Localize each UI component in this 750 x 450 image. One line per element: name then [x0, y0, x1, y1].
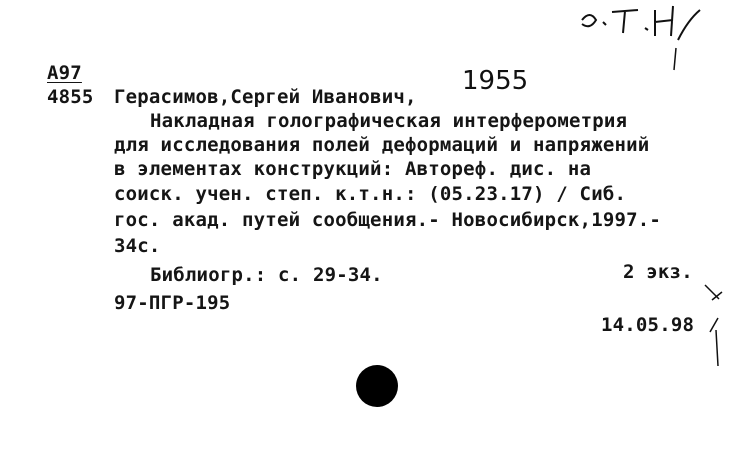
copies-count: 2 экз. [623, 261, 693, 283]
order-number: 97-ПГР-195 [114, 292, 231, 314]
title-line-2: для исследования полей деформаций и напряжений [114, 134, 650, 156]
card-date: 14.05.98 [601, 314, 695, 336]
punch-hole [356, 365, 398, 407]
inventory-number: 4855 [47, 86, 94, 108]
title-line-4: соиск. учен. степ. к.т.н.: (05.23.17) / Сиб. [114, 183, 627, 205]
bibliography-note: Библиогр.: с. 29-34. [150, 264, 383, 286]
author-name: Герасимов,Сергей Иванович, [114, 86, 417, 108]
shelf-mark: А97 [47, 62, 82, 84]
title-line-6: 34с. [114, 235, 161, 257]
title-line-3: в элементах конструкций: Автореф. дис. на [114, 158, 592, 180]
handwritten-year: 1955 [462, 66, 529, 96]
title-line-1: Накладная голографическая интерферометрия [150, 110, 628, 132]
title-line-5: гос. акад. путей сообщения.- Новосибирск,1997.- [114, 209, 662, 231]
